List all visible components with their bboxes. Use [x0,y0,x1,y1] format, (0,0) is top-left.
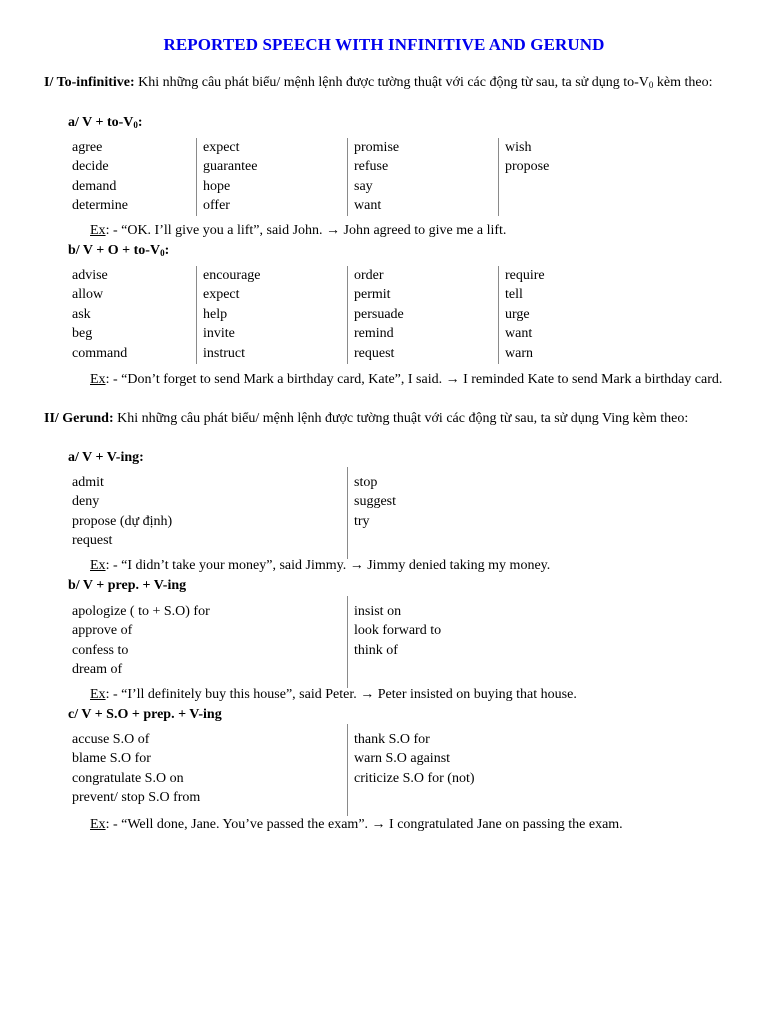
verb-item: beg [72,326,93,342]
verb-item: look forward to [354,623,442,639]
verb-item: blame S.O for [72,751,151,767]
example-text: : - “Don’t forget to send Mark a birthday card, Kate”, I said. → I reminded Kate to send Mark a birthday card. [105,372,723,387]
example-1a [90,221,734,240]
verb-item: order [354,268,384,283]
verb-column [498,266,653,364]
example-label: Ex [90,372,106,387]
verb-column [347,138,502,216]
example-text: : - “Well done, Jane. You’ve passed the exam”. → I congratulated Jane on passing the exam. [105,817,623,832]
verb-item: want [505,326,533,342]
verb-item: ask [72,306,91,322]
verb-item: thank S.O for [354,732,430,747]
verb-item: criticize S.O for (not) [354,770,475,786]
verb-item: agree [72,140,103,155]
verb-item: remind [354,326,394,342]
verb-item: wish [505,140,532,155]
verb-column [498,138,653,216]
section-1-intro [44,73,734,92]
example-2c [90,815,734,834]
verb-column [68,473,372,551]
verb-item: try [354,513,370,529]
verb-item: request [72,533,113,549]
verb-item: prevent/ stop S.O from [72,790,201,806]
example-text: : - “OK. I’ll give you a lift”, said John. → John agreed to give me a lift. [105,223,507,238]
verb-item: warn [505,345,533,361]
verb-item: offer [203,198,230,214]
example-label: Ex [90,817,106,832]
verb-item: warn S.O against [354,751,451,767]
verb-item: allow [72,287,104,303]
verb-item: decide [72,159,109,175]
section-1-intro-text: Khi những câu phát biểu/ mệnh lệnh được tường thuật với các động từ sau, ta sử dụng to-V [134,75,649,90]
section-2c-label: c/ V + S.O + prep. + V-ing [68,707,222,722]
section-1a-label: a/ $V + to-V_0$: [68,115,143,130]
verb-item: invite [203,326,235,342]
verb-column [347,724,654,816]
example-label: Ex [90,687,106,702]
verb-item: guarantee [203,159,258,175]
example-label: Ex [90,558,106,573]
verb-item: hope [203,178,231,194]
verb-column [196,266,351,364]
section-1-intro-suffix: kèm theo: [653,75,713,90]
verb-item: permit [354,287,391,303]
section-2a-label: a/ V + V-ing: [68,450,144,465]
page-title: REPORTED SPEECH WITH INFINITIVE AND GERUND [163,35,605,54]
verb-item: deny [72,494,100,510]
verb-item: determine [72,198,128,214]
verb-item: request [354,345,395,361]
verb-item: urge [505,306,530,322]
verb-item: approve of [72,623,133,639]
section-2-intro-text: Khi những câu phát biểu/ mệnh lệnh được tường thuật với các động từ sau, ta sử dụng Ving kèm theo: [113,411,689,426]
example-2b [90,685,734,704]
verb-item: tell [505,287,523,303]
section-2-intro [44,409,734,428]
section-1-heading: I/ To-infinitive: [44,75,135,90]
verb-item: advise [72,268,108,283]
verb-item: persuade [354,306,404,322]
verb-item: help [203,306,228,322]
verb-column [68,730,372,808]
verb-column [196,138,351,216]
verb-item: command [72,345,128,361]
verb-column [347,467,654,559]
verb-item: apologize ( to + S.O) for [72,604,210,619]
section-2-heading: II/ Gerund: [44,411,114,426]
verb-item: require [505,268,545,283]
example-label: Ex [90,223,106,238]
verb-item: encourage [203,268,261,283]
verb-column [347,266,502,364]
section-1-intro-sub: 0 [648,80,654,90]
example-text: : - “I didn’t take your money”, said Jimmy. → Jimmy denied taking my money. [105,558,551,573]
verb-item: propose (dự định) [72,513,173,529]
verb-item: dream of [72,662,123,678]
verb-item: suggest [354,494,396,510]
verb-item: propose [505,159,550,175]
example-text: : - “I’ll definitely buy this house”, said Peter. → Peter insisted on buying that house. [105,687,577,702]
section-2b-label: b/ V + prep. + V-ing [68,578,187,593]
verb-column [347,596,654,688]
example-1b [44,370,734,389]
verb-item: expect [203,287,240,303]
verb-item: expect [203,140,240,155]
verb-item: demand [72,178,117,194]
verb-item: admit [72,475,104,490]
verb-item: refuse [354,159,389,175]
verb-item: say [354,178,373,194]
verb-item: insist on [354,604,402,619]
verb-item: promise [354,140,400,155]
section-1b-label: b/ $V + O + to-V_0$: [68,243,170,258]
verb-item: accuse S.O of [72,732,150,747]
verb-item: think of [354,642,398,658]
verb-item: confess to [72,642,129,658]
verb-item: stop [354,475,378,490]
example-2a [90,556,734,575]
verb-column [68,602,372,680]
verb-item: instruct [203,345,245,361]
verb-item: congratulate S.O on [72,770,184,786]
verb-item: want [354,198,382,214]
